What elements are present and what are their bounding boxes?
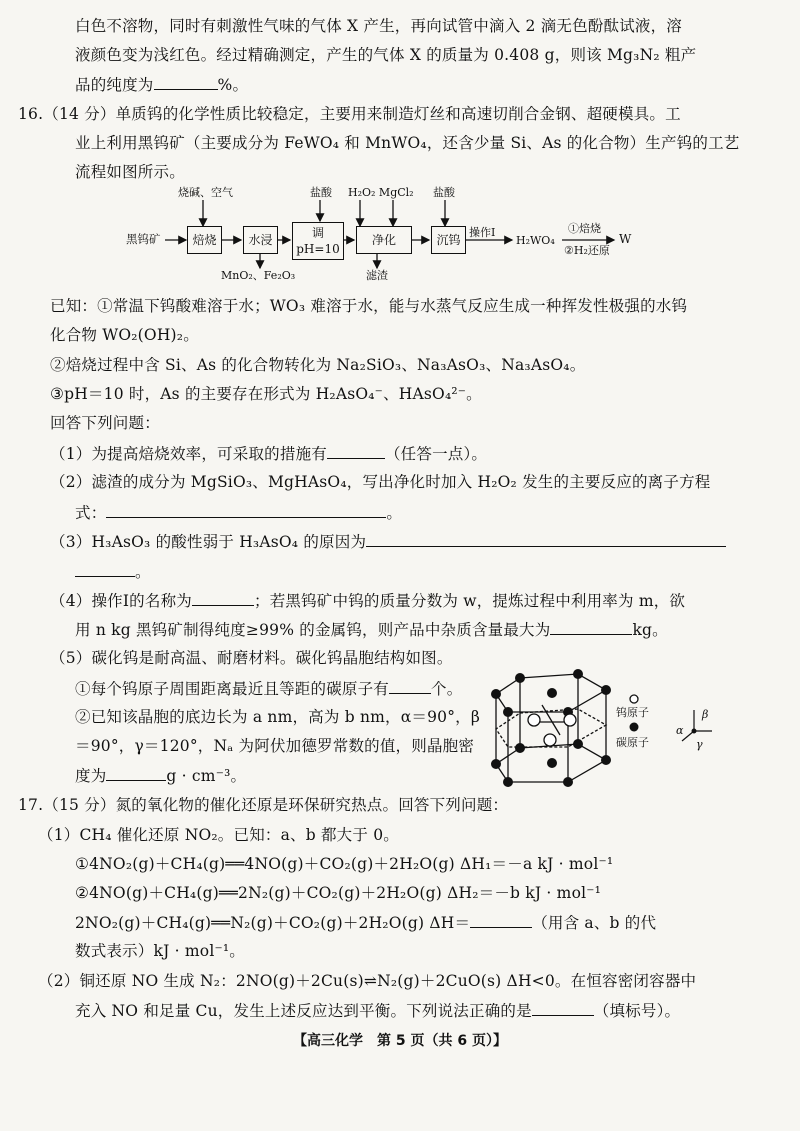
answer-blank[interactable] [470, 912, 532, 928]
text-line: 品的纯度为 %。 [75, 76, 249, 94]
tungsten-atom-legend: 钨原子 [616, 706, 649, 719]
text-line: （2）铜还原 NO 生成 N₂：2NO(g)＋2Cu(s)⇌N₂(g)＋2CuO(s) ΔH<0。在恒容密闭容器中 [38, 972, 697, 990]
text-line: 度为 g · cm⁻³。 [75, 767, 247, 785]
carbon-atom-legend: 碳原子 [616, 736, 649, 749]
flow-final-label: W [619, 232, 632, 246]
text-line: 化合物 WO₂(OH)₂。 [50, 326, 199, 344]
sub-question-1: （1）为提高焙烧效率，可采取的措施有 （任答一点）。 [50, 445, 488, 463]
text-line: 数式表示）kJ · mol⁻¹。 [75, 942, 245, 960]
sub-question-5: （5）碳化钨是耐高温、耐磨材料。碳化钨晶胞结构如图。 [50, 649, 453, 667]
flow-product-label: H₂WO₄ [516, 234, 555, 247]
answer-blank[interactable] [532, 1000, 594, 1016]
text-line: ③pH＝10 时，As 的主要存在形式为 H₂AsO₄⁻、HAsO₄²⁻。 [50, 385, 482, 403]
sub-question-3: （3）H₃AsO₃ 的酸性弱于 H₃AsO₄ 的原因为 [50, 531, 726, 552]
text-line: 流程如图所示。 [75, 163, 185, 181]
flow-step-leach: 水浸 [243, 226, 278, 254]
text-line: ②已知该晶胞的底边长为 a nm，高为 b nm，α＝90°，β [75, 708, 481, 726]
text-line: 已知：①常温下钨酸难溶于水；WO₃ 难溶于水，能与水蒸气反应生成一种挥发性极强的水钨 [50, 297, 688, 315]
text-line: ②焙烧过程中含 Si、As 的化合物转化为 Na₂SiO₃、Na₃AsO₃、Na₃AsO₄。 [50, 356, 586, 374]
flow-output-label: 滤渣 [366, 269, 388, 282]
angle-label: γ [696, 738, 703, 751]
flow-input-label: 盐酸 [310, 186, 332, 199]
flow-step-precipitate: 沉钨 [431, 226, 466, 254]
flow-step-purify: 净化 [356, 226, 412, 254]
equation: ①4NO₂(g)＋CH₄(g)══4NO(g)＋CO₂(g)＋2H₂O(g) ΔH₁＝－a kJ · mol⁻¹ [75, 855, 614, 873]
flow-step-label: ①焙烧 [568, 222, 601, 235]
text-line: 充入 NO 和足量 Cu，发生上述反应达到平衡。下列说法正确的是 （填标号）。 [75, 1002, 681, 1020]
flow-operation-label: 操作Ⅰ [469, 226, 496, 239]
angle-label: β [702, 708, 709, 721]
equation: 2NO₂(g)＋CH₄(g)══N₂(g)＋CO₂(g)＋2H₂O(g) ΔH＝ （用含 a、b 的代 [75, 914, 657, 932]
text-line: ①每个钨原子周围距离最近且等距的碳原子有 个。 [75, 680, 463, 698]
flow-step-label: ②H₂还原 [564, 244, 610, 257]
text-line: （1）CH₄ 催化还原 NO₂。已知：a、b 都大于 0。 [38, 826, 399, 844]
question-16-stem: 16.（14 分）单质钨的化学性质比较稳定，主要用来制造灯丝和高速切削合金钢、超硬模具。工 [18, 105, 681, 123]
flow-ore-label: 黑钨矿 [126, 232, 161, 246]
text-line: 白色不溶物，同时有刺激性气味的气体 X 产生，再向试管中滴入 2 滴无色酚酞试液，溶 [75, 17, 683, 35]
flow-input-label: H₂O₂ MgCl₂ [348, 186, 414, 199]
flow-input-label: 烧碱、空气 [178, 186, 233, 199]
flow-output-label: MnO₂、Fe₂O₃ [221, 269, 296, 282]
text-line: 。 [75, 561, 151, 582]
sub-question-4: （4）操作Ⅰ的名称为 ；若黑钨矿中钨的质量分数为 w，提炼过程中利用率为 m，欲 [50, 592, 686, 610]
flow-input-label: 盐酸 [433, 186, 455, 199]
text-line: 液颜色变为浅红色。经过精确测定，产生的气体 X 的质量为 0.408 g，则该 Mg₃N₂ 粗产 [75, 46, 697, 64]
page-footer: 【高三化学 第 5 页（共 6 页）】 [293, 1033, 507, 1049]
text-line: 业上利用黑钨矿（主要成分为 FeWO₄ 和 MnWO₄，还含少量 Si、As 的化合物）生产钨的工艺 [75, 134, 740, 152]
flow-step-adjust-ph: 调 pH=10 [292, 222, 344, 260]
text-line: ＝90°，γ＝120°，Nₐ 为阿伏加德罗常数的值，则晶胞密 [75, 737, 475, 755]
flow-step-roast: 焙烧 [187, 226, 222, 254]
sub-question-2: （2）滤渣的成分为 MgSiO₃、MgHAsO₄，写出净化时加入 H₂O₂ 发生的主要反应的离子方程 [50, 473, 711, 491]
equation: ②4NO(g)＋CH₄(g)══2N₂(g)＋CO₂(g)＋2H₂O(g) ΔH₂＝－b kJ · mol⁻¹ [75, 884, 602, 902]
angle-label: α [676, 724, 684, 737]
text-line: 用 n kg 黑钨矿制得纯度≥99% 的金属钨，则产品中杂质含量最大为 kg。 [75, 621, 668, 639]
text-line: 回答下列问题： [50, 414, 160, 432]
text-line: 式： 。 [75, 504, 403, 522]
question-17-stem: 17.（15 分）氮的氧化物的催化还原是环保研究热点。回答下列问题： [18, 796, 509, 814]
